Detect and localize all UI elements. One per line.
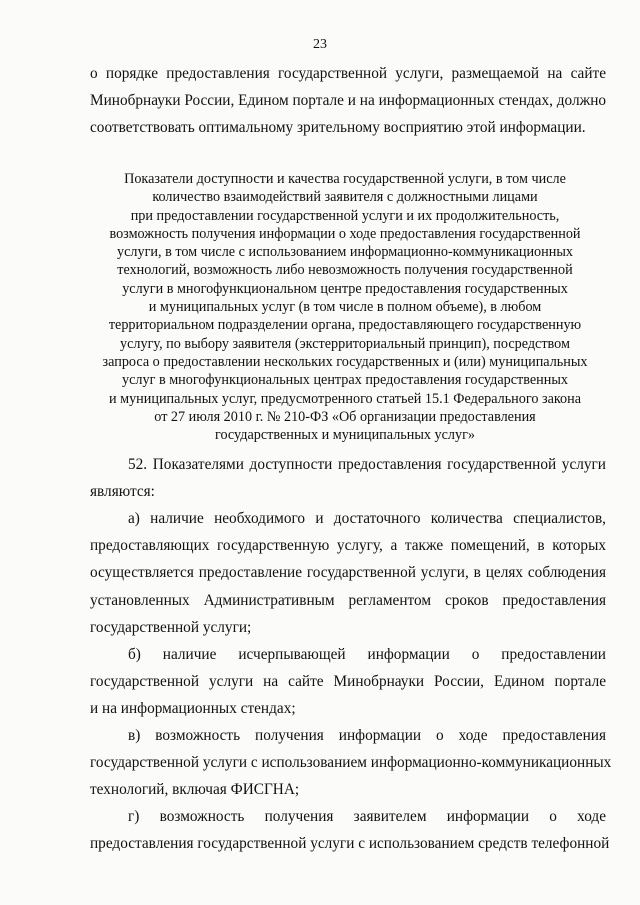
heading-line: услуг в многофункциональных центрах предоставления государственных — [122, 372, 568, 389]
heading-line: от 27 июля 2010 г. № 210-ФЗ «Об организации предоставления — [154, 408, 536, 425]
item-g — [90, 803, 610, 857]
text-line: а) наличие необходимого и достаточного количества специалистов, — [128, 510, 606, 527]
heading-line: при предоставлении государственной услуги и их продолжительность, — [130, 207, 560, 224]
text-line: технологий, включая ФИСГНА; — [90, 781, 300, 799]
heading-line: возможность получения информации о ходе предоставления государственной — [109, 225, 581, 242]
heading-line: и муниципальных услуг, предусмотренного статьей 15.1 Федерального закона — [108, 390, 582, 407]
text-line: государственной услуги на сайте Минобрнауки России, Едином портале — [90, 673, 606, 691]
heading-line: услугу, по выбору заявителя (экстерриториальный принцип), посредством — [120, 335, 570, 352]
text-line: о порядке предоставления государственной услуги, размещаемой на сайте — [90, 65, 606, 82]
heading-line: территориальном подразделении органа, предоставляющего государственную — [108, 317, 582, 334]
text-line: 52. Показателями доступности предоставления государственной услуги — [128, 456, 606, 473]
text-line: установленных Административным регламентом сроков предоставления — [90, 591, 606, 609]
text-line: государственной услуги с использованием информационно-коммуникационных — [90, 754, 612, 772]
item-a — [90, 505, 606, 641]
text-line: предоставления государственной услуги с использованием средств телефонной — [90, 835, 610, 853]
heading-line: и муниципальных услуг (в том числе в полном объеме), в любом — [148, 299, 542, 316]
paragraph-52 — [90, 451, 606, 505]
heading-line: технологий, возможность либо невозможность получения государственной — [117, 262, 573, 279]
text-line: государственной услуги; — [90, 618, 252, 636]
text-line: Минобрнауки России, Едином портале и на информационных стендах, должно — [90, 92, 607, 110]
heading-line: количество взаимодействий заявителя с должностными лицами — [152, 189, 538, 206]
text-line: в) возможность получения информации о ходе предоставления — [128, 727, 606, 744]
section-heading — [80, 170, 610, 444]
text-line: являются: — [90, 483, 155, 501]
heading-line: Показатели доступности и качества государственной услуги, в том числе — [124, 171, 566, 187]
heading-line: запроса о предоставлении нескольких государственных и (или) муниципальных — [102, 353, 588, 370]
page-number: 23 — [313, 37, 327, 52]
text-line: и на информационных стендах; — [90, 700, 296, 718]
text-line: осуществляется предоставление государственной услуги, в целях соблюдения — [90, 564, 606, 582]
heading-line: услуги, в том числе с использованием информационно-коммуникационных — [117, 244, 573, 261]
heading-line: государственных и муниципальных услуг» — [215, 427, 475, 444]
text-line: г) возможность получения заявителем информации о ходе — [128, 808, 606, 825]
heading-line: услуги в многофункциональном центре предоставления государственных — [122, 280, 568, 297]
text-line: соответствовать оптимальному зрительному восприятию этой информации. — [90, 119, 586, 137]
text-line: б) наличие исчерпывающей информации о предоставлении — [128, 646, 606, 663]
text-line: предоставляющих государственную услугу, а также помещений, в которых — [90, 537, 606, 555]
intro-paragraph — [90, 60, 606, 142]
item-v — [90, 722, 612, 804]
item-b — [90, 641, 606, 723]
